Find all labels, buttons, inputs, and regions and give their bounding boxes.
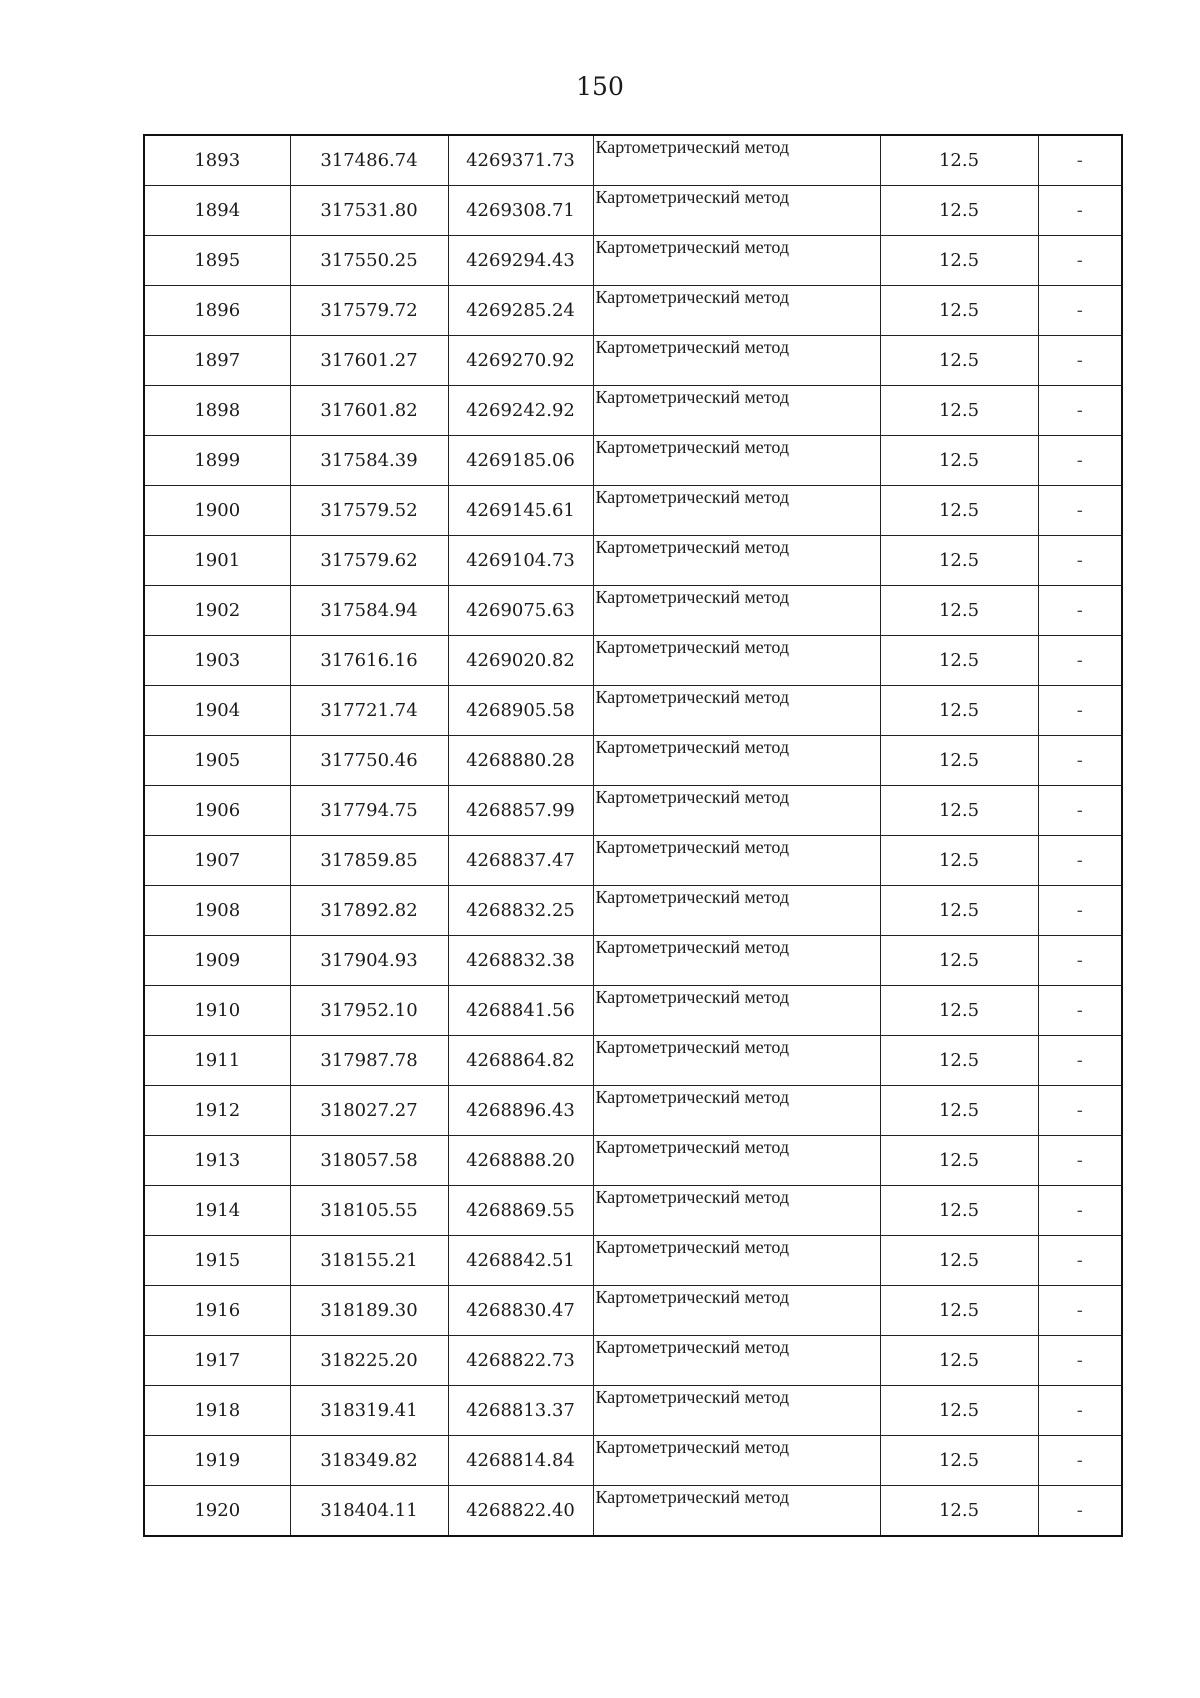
method-cell: Картометрический метод [593,286,880,336]
x-coordinate-cell: 318057.58 [290,1136,448,1186]
accuracy-cell: 12.5 [880,836,1038,886]
y-coordinate-cell: 4269270.92 [448,336,593,386]
y-coordinate-cell: 4268813.37 [448,1386,593,1436]
accuracy-cell: 12.5 [880,736,1038,786]
method-cell: Картометрический метод [593,236,880,286]
table-row [144,135,1122,186]
method-cell: Картометрический метод [593,786,880,836]
table-row [144,986,1122,1036]
x-coordinate-cell: 317579.62 [290,536,448,586]
method-cell: Картометрический метод [593,1386,880,1436]
point-number-cell: 1907 [144,836,290,886]
x-coordinate-cell: 317584.39 [290,436,448,486]
note-cell: - [1038,1336,1122,1386]
note-cell: - [1038,1186,1122,1236]
y-coordinate-cell: 4269104.73 [448,536,593,586]
method-cell: Картометрический метод [593,1236,880,1286]
point-number-cell: 1901 [144,536,290,586]
point-number-cell: 1913 [144,1136,290,1186]
accuracy-cell: 12.5 [880,686,1038,736]
method-cell: Картометрический метод [593,1286,880,1336]
table-row [144,1186,1122,1236]
x-coordinate-cell: 317531.80 [290,186,448,236]
point-number-cell: 1909 [144,936,290,986]
note-cell: - [1038,886,1122,936]
note-cell: - [1038,586,1122,636]
y-coordinate-cell: 4269371.73 [448,135,593,186]
method-cell: Картометрический метод [593,886,880,936]
table-row [144,836,1122,886]
table-row [144,1236,1122,1286]
accuracy-cell: 12.5 [880,486,1038,536]
note-cell: - [1038,836,1122,886]
x-coordinate-cell: 318189.30 [290,1286,448,1336]
method-cell: Картометрический метод [593,1186,880,1236]
point-number-cell: 1911 [144,1036,290,1086]
table-row [144,786,1122,836]
note-cell: - [1038,536,1122,586]
accuracy-cell: 12.5 [880,1286,1038,1336]
coordinates-table [143,134,1123,1537]
y-coordinate-cell: 4268832.25 [448,886,593,936]
y-coordinate-cell: 4268841.56 [448,986,593,1036]
point-number-cell: 1917 [144,1336,290,1386]
method-cell: Картометрический метод [593,1436,880,1486]
note-cell: - [1038,986,1122,1036]
point-number-cell: 1899 [144,436,290,486]
y-coordinate-cell: 4268832.38 [448,936,593,986]
method-cell: Картометрический метод [593,1336,880,1386]
accuracy-cell: 12.5 [880,936,1038,986]
x-coordinate-cell: 317579.52 [290,486,448,536]
table-row [144,436,1122,486]
accuracy-cell: 12.5 [880,1436,1038,1486]
x-coordinate-cell: 317987.78 [290,1036,448,1086]
method-cell: Картометрический метод [593,936,880,986]
y-coordinate-cell: 4268822.73 [448,1336,593,1386]
accuracy-cell: 12.5 [880,586,1038,636]
point-number-cell: 1919 [144,1436,290,1486]
accuracy-cell: 12.5 [880,1036,1038,1086]
note-cell: - [1038,1386,1122,1436]
accuracy-cell: 12.5 [880,536,1038,586]
table-row [144,1486,1122,1537]
x-coordinate-cell: 317952.10 [290,986,448,1036]
accuracy-cell: 12.5 [880,1386,1038,1436]
x-coordinate-cell: 317859.85 [290,836,448,886]
x-coordinate-cell: 318155.21 [290,1236,448,1286]
y-coordinate-cell: 4268822.40 [448,1486,593,1537]
y-coordinate-cell: 4269020.82 [448,636,593,686]
x-coordinate-cell: 318404.11 [290,1486,448,1537]
point-number-cell: 1903 [144,636,290,686]
table-row [144,1336,1122,1386]
page-number: 150 [576,72,624,101]
point-number-cell: 1893 [144,135,290,186]
x-coordinate-cell: 317550.25 [290,236,448,286]
method-cell: Картометрический метод [593,1086,880,1136]
table-row [144,1086,1122,1136]
point-number-cell: 1894 [144,186,290,236]
method-cell: Картометрический метод [593,686,880,736]
method-cell: Картометрический метод [593,1136,880,1186]
y-coordinate-cell: 4269294.43 [448,236,593,286]
table-row [144,236,1122,286]
accuracy-cell: 12.5 [880,1336,1038,1386]
table-row [144,1436,1122,1486]
method-cell: Картометрический метод [593,736,880,786]
accuracy-cell: 12.5 [880,1136,1038,1186]
y-coordinate-cell: 4269308.71 [448,186,593,236]
table-row [144,386,1122,436]
note-cell: - [1038,1436,1122,1486]
x-coordinate-cell: 317794.75 [290,786,448,836]
x-coordinate-cell: 318319.41 [290,1386,448,1436]
point-number-cell: 1916 [144,1286,290,1336]
y-coordinate-cell: 4268896.43 [448,1086,593,1136]
point-number-cell: 1915 [144,1236,290,1286]
note-cell: - [1038,486,1122,536]
x-coordinate-cell: 317750.46 [290,736,448,786]
point-number-cell: 1918 [144,1386,290,1436]
accuracy-cell: 12.5 [880,1486,1038,1537]
x-coordinate-cell: 317601.82 [290,386,448,436]
point-number-cell: 1914 [144,1186,290,1236]
x-coordinate-cell: 317601.27 [290,336,448,386]
note-cell: - [1038,1136,1122,1186]
x-coordinate-cell: 317904.93 [290,936,448,986]
accuracy-cell: 12.5 [880,286,1038,336]
table-row [144,1036,1122,1086]
note-cell: - [1038,1486,1122,1537]
point-number-cell: 1896 [144,286,290,336]
note-cell: - [1038,686,1122,736]
table-row [144,1136,1122,1186]
y-coordinate-cell: 4268864.82 [448,1036,593,1086]
x-coordinate-cell: 318225.20 [290,1336,448,1386]
method-cell: Картометрический метод [593,336,880,386]
accuracy-cell: 12.5 [880,636,1038,686]
point-number-cell: 1908 [144,886,290,936]
note-cell: - [1038,436,1122,486]
note-cell: - [1038,786,1122,836]
y-coordinate-cell: 4269075.63 [448,586,593,636]
note-cell: - [1038,636,1122,686]
point-number-cell: 1905 [144,736,290,786]
accuracy-cell: 12.5 [880,986,1038,1036]
point-number-cell: 1920 [144,1486,290,1537]
note-cell: - [1038,1036,1122,1086]
note-cell: - [1038,936,1122,986]
accuracy-cell: 12.5 [880,436,1038,486]
accuracy-cell: 12.5 [880,886,1038,936]
y-coordinate-cell: 4268880.28 [448,736,593,786]
y-coordinate-cell: 4268857.99 [448,786,593,836]
accuracy-cell: 12.5 [880,1236,1038,1286]
accuracy-cell: 12.5 [880,236,1038,286]
note-cell: - [1038,236,1122,286]
method-cell: Картометрический метод [593,586,880,636]
table-row [144,736,1122,786]
y-coordinate-cell: 4269145.61 [448,486,593,536]
method-cell: Картометрический метод [593,1486,880,1537]
note-cell: - [1038,186,1122,236]
note-cell: - [1038,736,1122,786]
coordinates-table-body [144,135,1122,1536]
accuracy-cell: 12.5 [880,336,1038,386]
table-row [144,286,1122,336]
method-cell: Картометрический метод [593,636,880,686]
accuracy-cell: 12.5 [880,135,1038,186]
x-coordinate-cell: 317584.94 [290,586,448,636]
y-coordinate-cell: 4268842.51 [448,1236,593,1286]
point-number-cell: 1904 [144,686,290,736]
y-coordinate-cell: 4269242.92 [448,386,593,436]
accuracy-cell: 12.5 [880,1086,1038,1136]
note-cell: - [1038,386,1122,436]
y-coordinate-cell: 4269185.06 [448,436,593,486]
table-row [144,186,1122,236]
y-coordinate-cell: 4268814.84 [448,1436,593,1486]
y-coordinate-cell: 4269285.24 [448,286,593,336]
method-cell: Картометрический метод [593,1036,880,1086]
accuracy-cell: 12.5 [880,786,1038,836]
point-number-cell: 1912 [144,1086,290,1136]
y-coordinate-cell: 4268905.58 [448,686,593,736]
table-row [144,486,1122,536]
point-number-cell: 1900 [144,486,290,536]
x-coordinate-cell: 317721.74 [290,686,448,736]
y-coordinate-cell: 4268837.47 [448,836,593,886]
method-cell: Картометрический метод [593,536,880,586]
x-coordinate-cell: 317579.72 [290,286,448,336]
x-coordinate-cell: 317486.74 [290,135,448,186]
x-coordinate-cell: 317616.16 [290,636,448,686]
table-row [144,936,1122,986]
note-cell: - [1038,286,1122,336]
y-coordinate-cell: 4268869.55 [448,1186,593,1236]
method-cell: Картометрический метод [593,186,880,236]
accuracy-cell: 12.5 [880,1186,1038,1236]
point-number-cell: 1910 [144,986,290,1036]
table-row [144,1286,1122,1336]
table-row [144,536,1122,586]
table-row [144,886,1122,936]
table-row [144,336,1122,386]
method-cell: Картометрический метод [593,386,880,436]
x-coordinate-cell: 318105.55 [290,1186,448,1236]
note-cell: - [1038,1286,1122,1336]
point-number-cell: 1902 [144,586,290,636]
table-row [144,636,1122,686]
note-cell: - [1038,1236,1122,1286]
y-coordinate-cell: 4268888.20 [448,1136,593,1186]
point-number-cell: 1895 [144,236,290,286]
note-cell: - [1038,1086,1122,1136]
point-number-cell: 1898 [144,386,290,436]
y-coordinate-cell: 4268830.47 [448,1286,593,1336]
method-cell: Картометрический метод [593,986,880,1036]
accuracy-cell: 12.5 [880,186,1038,236]
method-cell: Картометрический метод [593,436,880,486]
note-cell: - [1038,336,1122,386]
x-coordinate-cell: 318349.82 [290,1436,448,1486]
method-cell: Картометрический метод [593,135,880,186]
table-row [144,586,1122,636]
table-row [144,686,1122,736]
accuracy-cell: 12.5 [880,386,1038,436]
point-number-cell: 1897 [144,336,290,386]
x-coordinate-cell: 317892.82 [290,886,448,936]
x-coordinate-cell: 318027.27 [290,1086,448,1136]
table-row [144,1386,1122,1436]
note-cell: - [1038,135,1122,186]
point-number-cell: 1906 [144,786,290,836]
method-cell: Картометрический метод [593,486,880,536]
method-cell: Картометрический метод [593,836,880,886]
